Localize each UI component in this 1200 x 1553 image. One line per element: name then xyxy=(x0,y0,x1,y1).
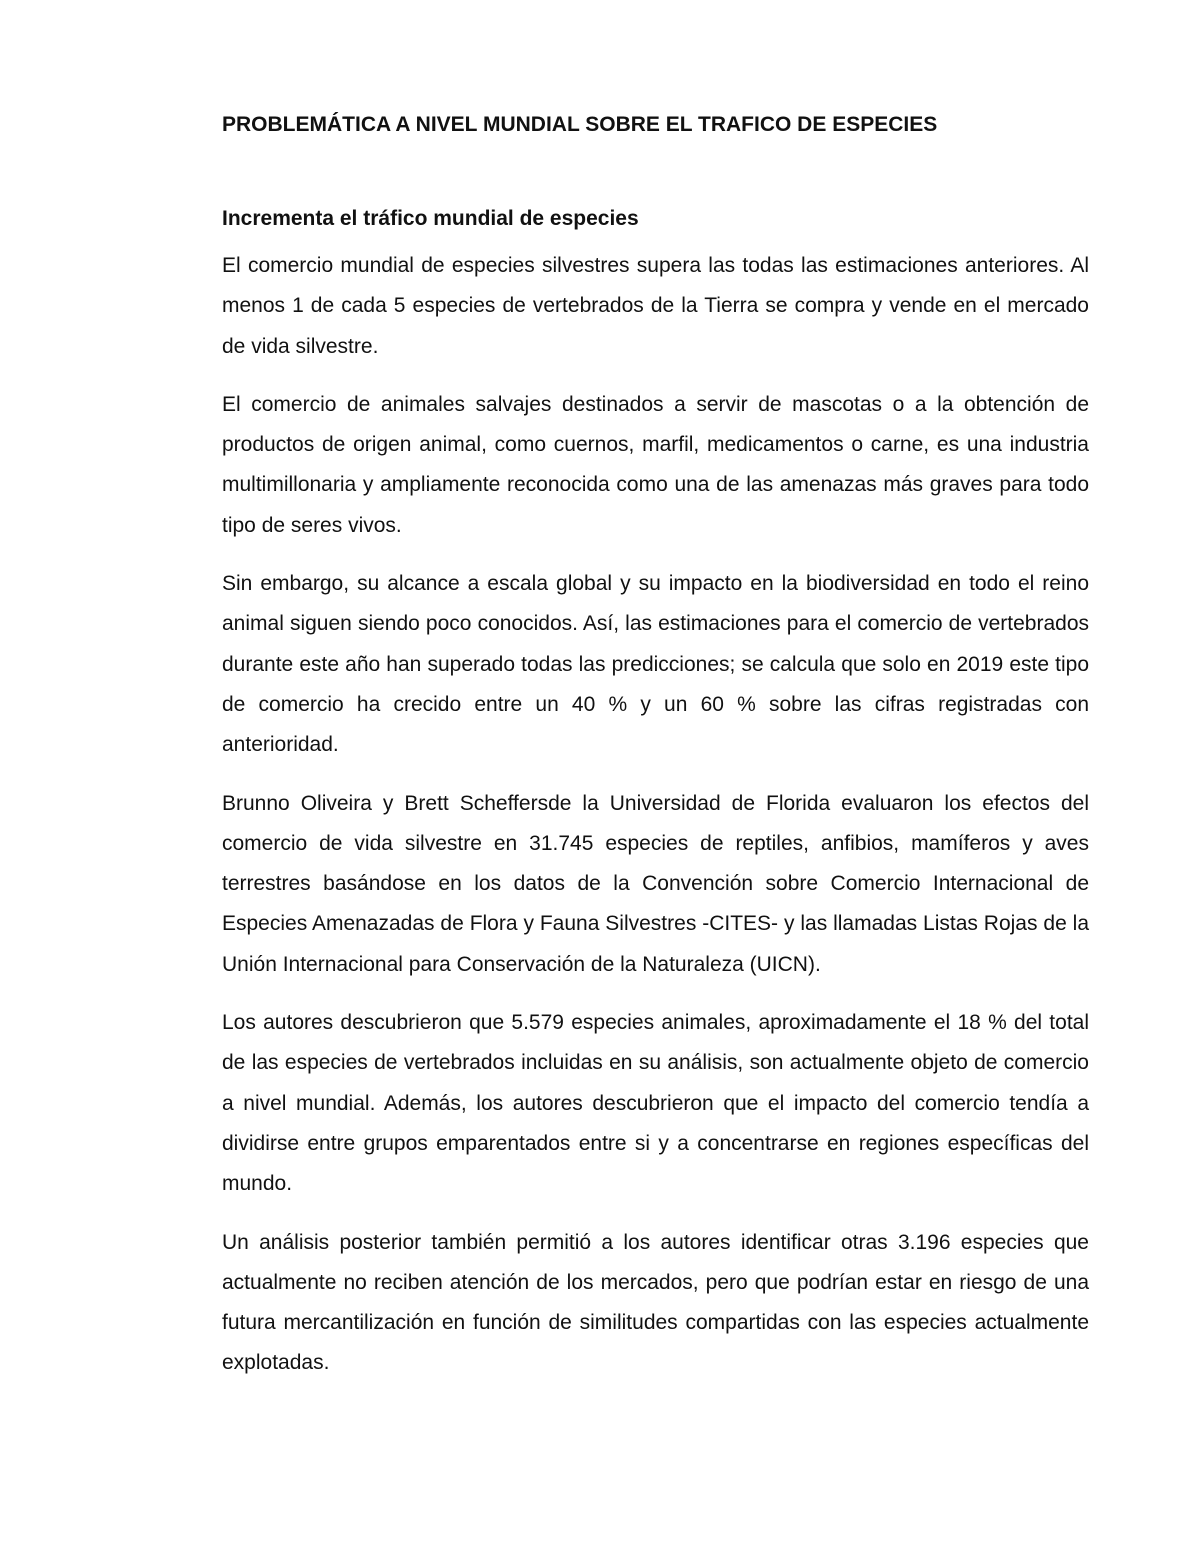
paragraph-5: Los autores descubrieron que 5.579 especies animales, aproximadamente el 18 % del total de las especies de vertebrados incluidas en su análisis, son actualmente objeto de comercio a nivel mundial. Además, los autores descubrieron que el impacto del comercio tendía a dividirse entre grupos emparentados entre si y a concentrarse en regiones específicas del mundo. xyxy=(222,1011,1089,1196)
paragraph-6: Un análisis posterior también permitió a los autores identificar otras 3.196 especies que actualmente no reciben atención de los mercados, pero que podrían estar en riesgo de una futura mercantilización en función de similitudes compartidas con las especies actualmente explotadas. xyxy=(222,1230,1089,1375)
paragraph-2: El comercio de animales salvajes destinados a servir de mascotas o a la obtención de productos de origen animal, como cuernos, marfil, medicamentos o carne, es una industria multimillonaria y ampliamente reconocida como una de las amenazas más graves para todo tipo de seres vivos. xyxy=(222,392,1089,537)
section-heading: Incrementa el tráfico mundial de especies xyxy=(222,207,639,230)
paragraph-1: El comercio mundial de especies silvestres supera las todas las estimaciones anteriores. Al menos 1 de cada 5 especies de vertebrados de la Tierra se compra y vende en el mercado de vida silvestre. xyxy=(222,254,1089,358)
document-title: PROBLEMÁTICA A NIVEL MUNDIAL SOBRE EL TRAFICO DE ESPECIES xyxy=(222,113,938,136)
paragraph-3: Sin embargo, su alcance a escala global y su impacto en la biodiversidad en todo el reino animal siguen siendo poco conocidos. Así, las estimaciones para el comercio de vertebrados durante este año han superado todas las predicciones; se calcula que solo en 2019 este tipo de comercio ha crecido entre un 40 % y un 60 % sobre las cifras registradas con anterioridad. xyxy=(222,572,1089,757)
document-body xyxy=(222,246,1089,1402)
paragraph-4: Brunno Oliveira y Brett Scheffersde la Universidad de Florida evaluaron los efectos del comercio de vida silvestre en 31.745 especies de reptiles, anfibios, mamíferos y aves terrestres basándose en los datos de la Convención sobre Comercio Internacional de Especies Amenazadas de Flora y Fauna Silvestres -CITES- y las llamadas Listas Rojas de la Unión Internacional para Conservación de la Naturaleza (UICN). xyxy=(222,791,1089,976)
